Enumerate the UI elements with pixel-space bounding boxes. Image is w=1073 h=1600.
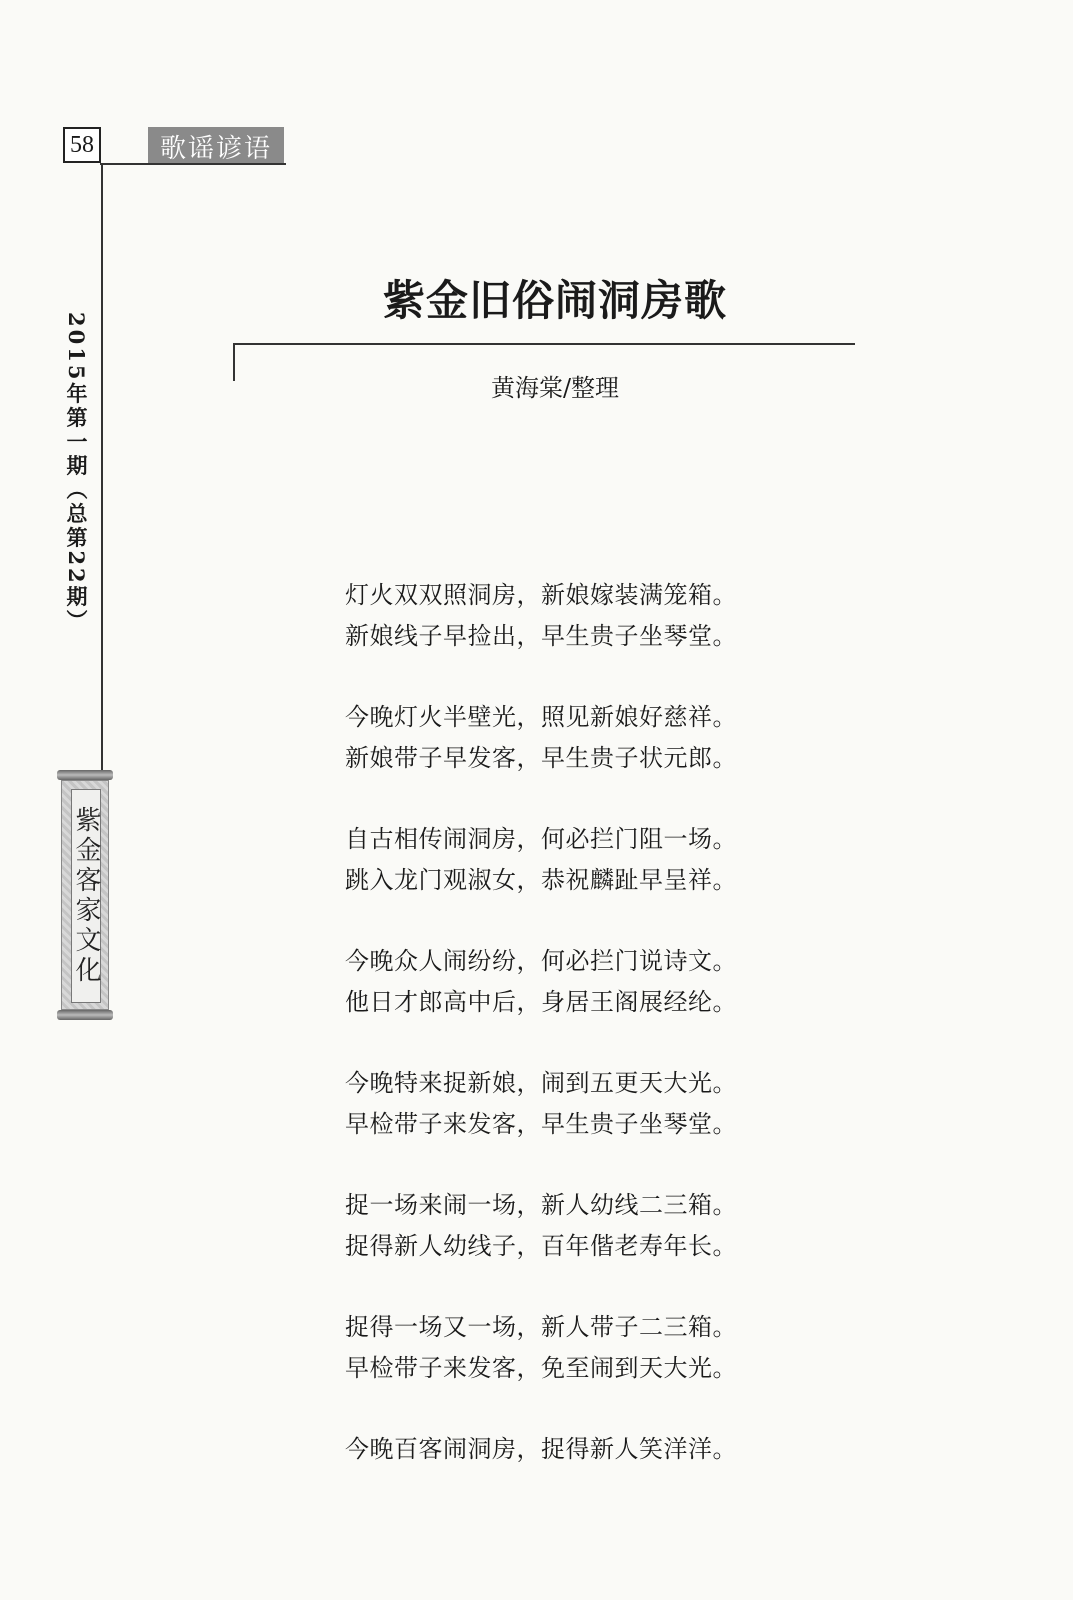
poem-line: 新娘带子早发客，早生贵子状元郎。 xyxy=(345,744,737,772)
scroll-logo xyxy=(57,770,113,1020)
poem-line: 新娘线子早捡出，早生贵子坐琴堂。 xyxy=(345,622,737,650)
issue-label: 2015年第一期（总第22期） xyxy=(64,312,89,634)
poem-line: 自古相传闹洞房，何必拦门阻一场。 xyxy=(345,825,737,853)
poem-line: 今晚百客闹洞房，捉得新人笑洋洋。 xyxy=(345,1435,737,1463)
poem-line: 早检带子来发客，早生贵子坐琴堂。 xyxy=(345,1110,737,1138)
poem-line: 早检带子来发客，免至闹到天大光。 xyxy=(345,1354,737,1382)
article-author: 黄海棠/整理 xyxy=(490,374,620,402)
title-rule xyxy=(233,343,855,345)
poem-line: 灯火双双照洞房，新娘嫁装满笼箱。 xyxy=(345,581,737,609)
stanza xyxy=(345,1429,865,1470)
stanza xyxy=(345,575,865,657)
stanza xyxy=(345,819,865,901)
header-rule xyxy=(100,163,286,165)
stanza xyxy=(345,1307,865,1389)
logo-calligraphy: 紫金客家文化 xyxy=(71,789,101,1003)
scroll-roll-top xyxy=(57,770,113,780)
stanza xyxy=(345,697,865,779)
poem-line: 今晚特来捉新娘，闹到五更天大光。 xyxy=(345,1069,737,1097)
poem-line: 今晚灯火半壁光，照见新娘好慈祥。 xyxy=(345,703,737,731)
poem-line: 他日才郎高中后，身居王阁展经纶。 xyxy=(345,988,737,1016)
poem-line: 捉得新人幼线子，百年偕老寿年长。 xyxy=(345,1232,737,1260)
section-tag: 歌谣谚语 xyxy=(148,127,284,165)
poem-line: 捉得一场又一场，新人带子二三箱。 xyxy=(345,1313,737,1341)
poem-line: 捉一场来闹一场，新人幼线二三箱。 xyxy=(345,1191,737,1219)
poem-line: 跳入龙门观淑女，恭祝麟趾早呈祥。 xyxy=(345,866,737,894)
poem-line: 今晚众人闹纷纷，何必拦门说诗文。 xyxy=(345,947,737,975)
stanza xyxy=(345,941,865,1023)
stanza xyxy=(345,1063,865,1145)
page-number: 58 xyxy=(63,127,101,163)
poem-body xyxy=(345,575,865,1510)
margin-rule xyxy=(101,163,103,775)
scroll-body xyxy=(61,780,109,1010)
article-title: 紫金旧俗闹洞房歌 xyxy=(382,276,727,325)
scroll-roll-bottom xyxy=(57,1010,113,1020)
stanza xyxy=(345,1185,865,1267)
